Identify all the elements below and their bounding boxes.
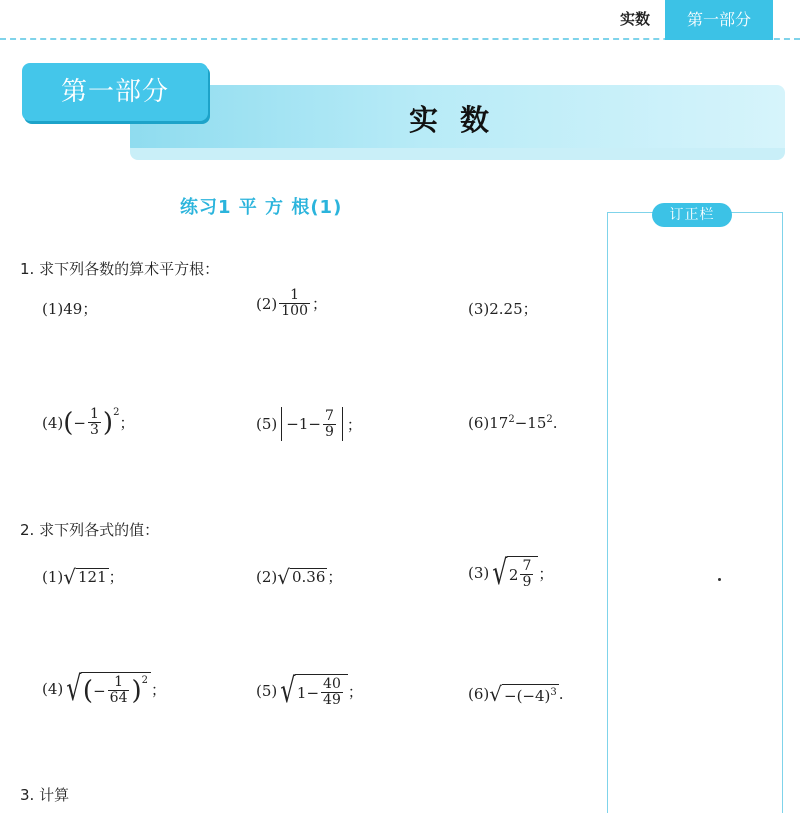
item-tail: ； <box>311 295 327 313</box>
q1-item-6 <box>468 414 558 432</box>
fraction-denominator: 49 <box>323 692 341 708</box>
expression-prefix: 1− <box>296 683 320 702</box>
left-paren: ( <box>63 407 74 438</box>
q1-item-2 <box>256 288 327 319</box>
abs-bar-right <box>342 407 343 441</box>
item-tail: ； <box>346 415 362 434</box>
fraction-numerator: 1 <box>290 287 300 303</box>
sqrt-icon: √ <box>492 553 508 593</box>
radicand <box>295 674 348 708</box>
abs-bar-left <box>281 407 282 441</box>
chapter-title: 实数 <box>408 103 511 137</box>
fraction-numerator: 7 <box>522 558 532 574</box>
q1-item-3 <box>468 298 538 319</box>
running-header-tab: 第一部分 <box>665 0 773 40</box>
question-1-stem: 1. 求下列各数的算术平方根： <box>20 260 220 278</box>
item-tail: ； <box>538 564 554 583</box>
item-tail: ； <box>151 680 167 699</box>
fraction-denominator: 9 <box>324 423 334 440</box>
radicand-expression: −(−4) <box>504 687 551 705</box>
question-2-stem: 2. 求下列各式的值： <box>20 521 160 539</box>
item-number: (2) <box>256 294 278 313</box>
sqrt-icon: √ <box>280 671 296 711</box>
fraction-numerator: 1 <box>114 674 124 690</box>
item-number: (3) <box>468 299 490 318</box>
q2-item-5 <box>256 671 363 711</box>
part-label: 第一部分 <box>60 77 169 107</box>
correction-column-label: 订正栏 <box>652 203 732 227</box>
item-tail: ； <box>108 568 124 586</box>
q1-item-5 <box>256 407 362 441</box>
fraction-denominator: 9 <box>522 574 532 590</box>
operator: − <box>514 414 528 432</box>
q2-item-4 <box>42 669 167 709</box>
item-number: (2) <box>256 567 278 586</box>
item-number: (1) <box>42 299 64 318</box>
radicand <box>502 684 559 704</box>
item-number: (1) <box>42 567 64 586</box>
item-tail: ； <box>327 568 343 586</box>
q1-item-1 <box>42 298 97 319</box>
item-number: (6) <box>468 685 490 703</box>
fraction-numerator: 7 <box>324 407 334 424</box>
q2-item-6 <box>468 684 564 704</box>
exponent: 3 <box>550 687 557 698</box>
minus-sign: − <box>73 413 86 432</box>
item-number: (6) <box>468 414 490 432</box>
sqrt-icon: √ <box>63 564 76 589</box>
sqrt-icon: √ <box>66 669 82 709</box>
fraction <box>108 675 130 706</box>
sqrt-icon: √ <box>489 682 502 706</box>
fraction <box>321 677 343 708</box>
part-label-box <box>22 63 208 121</box>
exponent: 2 <box>113 407 120 418</box>
fraction <box>279 288 310 319</box>
item-tail: ； <box>347 682 363 701</box>
expression-prefix: −1− <box>286 415 321 433</box>
sqrt-icon: √ <box>277 564 290 589</box>
right-paren: ) <box>131 675 142 706</box>
q1-item-4 <box>42 407 134 438</box>
correction-column <box>607 212 783 813</box>
fraction-denominator: 100 <box>281 303 308 319</box>
base-a: 17 <box>489 414 509 432</box>
fraction-denominator: 64 <box>109 690 128 706</box>
item-number: (5) <box>256 415 278 433</box>
item-number: (4) <box>42 680 64 698</box>
item-number: (4) <box>42 413 64 432</box>
running-header-title: 实数 <box>619 10 650 28</box>
correction-column-mark <box>718 578 721 581</box>
exponent-b: 2 <box>546 414 553 425</box>
item-expression: 49； <box>63 300 98 318</box>
item-tail: . <box>558 685 564 703</box>
base-b: 15 <box>527 414 547 432</box>
exponent: 2 <box>141 675 149 686</box>
item-number: (3) <box>468 564 490 582</box>
fraction <box>88 407 101 438</box>
mixed-whole: 2 <box>508 565 519 584</box>
item-tail: . <box>552 414 558 432</box>
exercise-title: 练习1 平 方 根(1) <box>180 197 343 218</box>
item-number: (5) <box>256 682 278 700</box>
q2-item-1 <box>42 566 124 587</box>
q2-item-3 <box>468 553 554 593</box>
fraction-denominator: 3 <box>89 422 99 438</box>
q2-item-2 <box>256 566 342 587</box>
fraction-numerator: 1 <box>89 406 99 422</box>
left-paren: ( <box>82 675 94 706</box>
radicand: 0.36 <box>292 568 326 586</box>
fraction <box>520 559 533 590</box>
right-paren: ) <box>102 407 114 438</box>
chapter-banner-underlay <box>130 148 785 160</box>
minus-sign: − <box>93 681 106 700</box>
radicand <box>81 672 151 706</box>
fraction <box>323 409 336 440</box>
question-3-stem: 3. 计算 <box>20 786 70 804</box>
exponent-a: 2 <box>508 414 515 425</box>
radicand <box>507 556 538 590</box>
radicand: 121 <box>78 568 107 586</box>
fraction-numerator: 40 <box>323 676 341 692</box>
item-tail: ； <box>119 414 135 432</box>
item-expression: 2.25； <box>489 300 538 318</box>
